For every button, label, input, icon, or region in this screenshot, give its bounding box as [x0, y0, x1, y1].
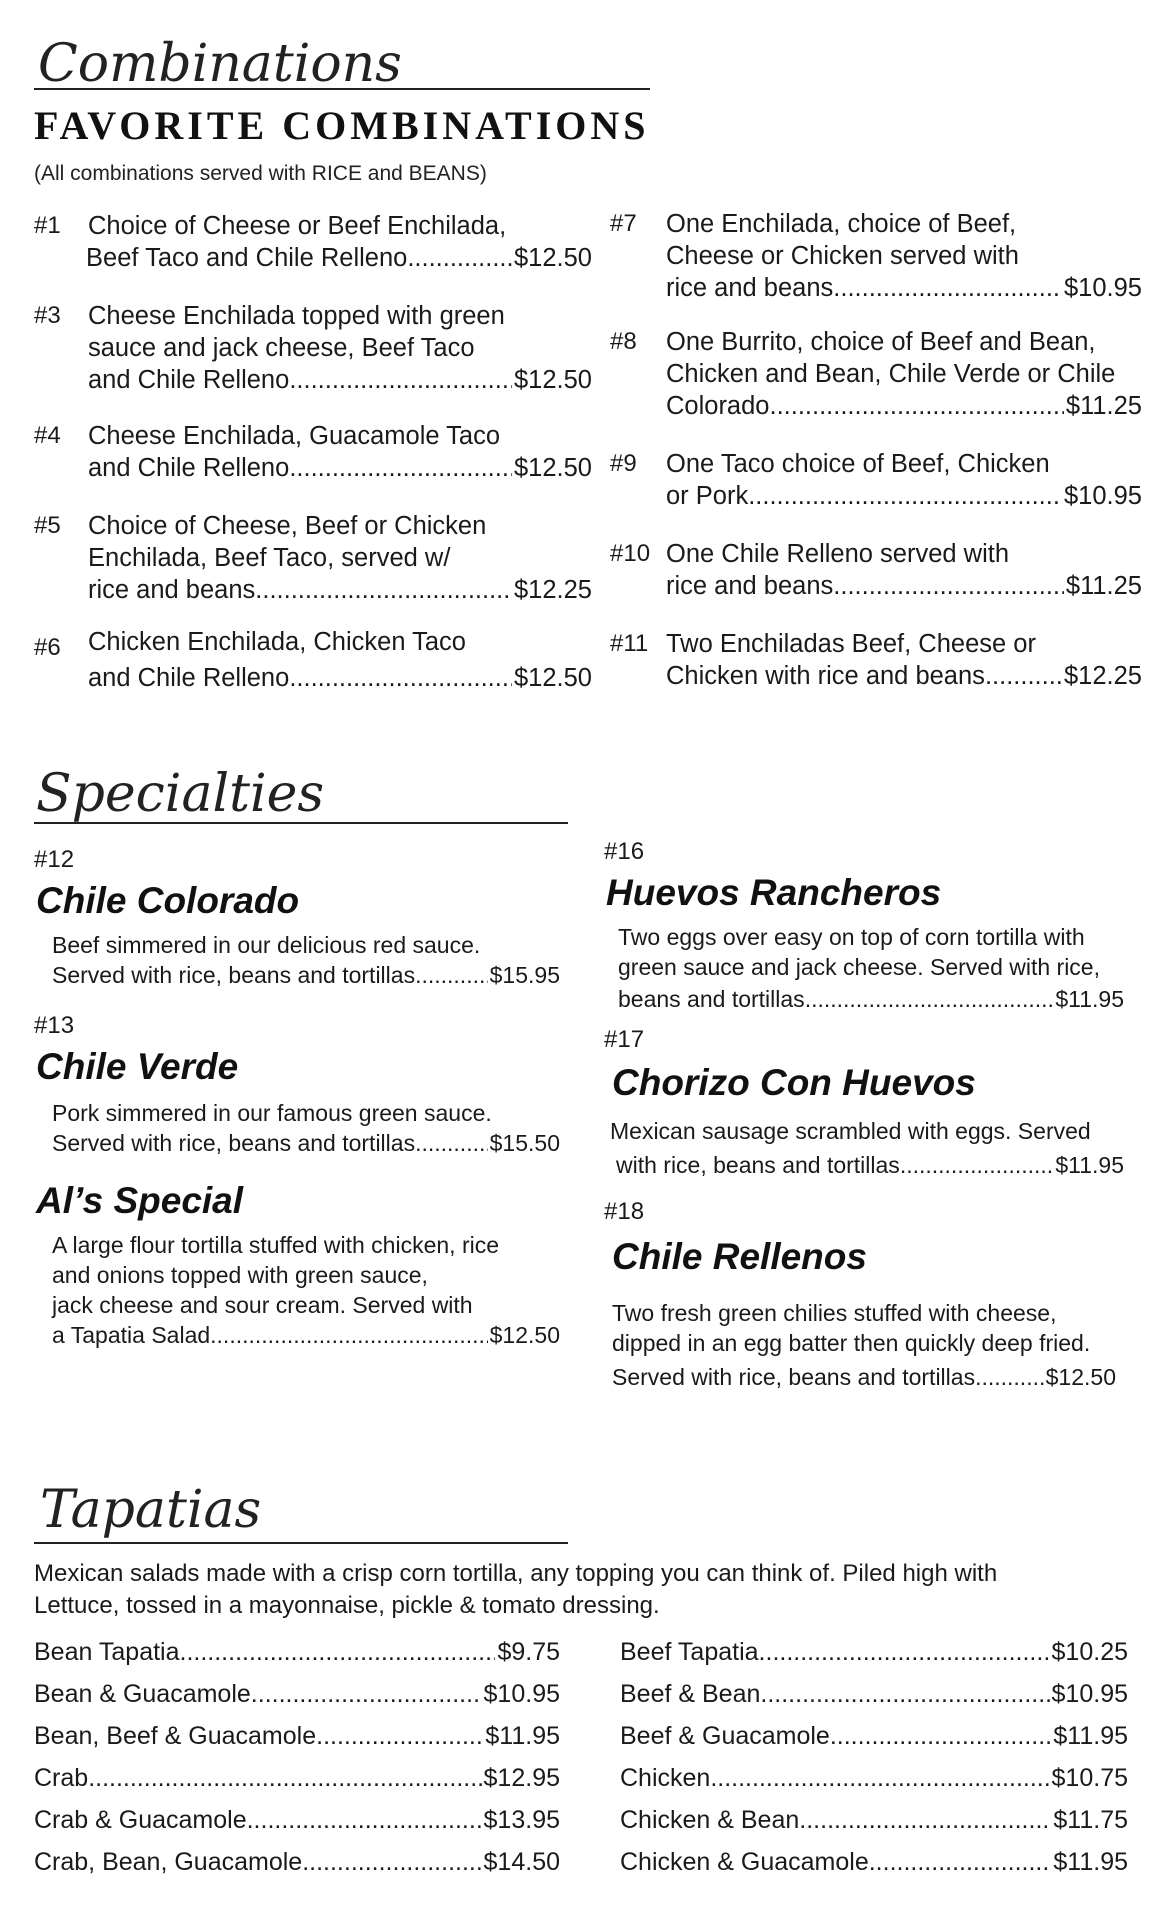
- combo-desc-line: Cheese or Chicken served with: [666, 242, 1019, 270]
- leader-dots: [407, 242, 512, 274]
- tapatia-price: $11.75: [1053, 1806, 1128, 1834]
- tapatia-item: [620, 1764, 1128, 1806]
- leader-dots: [833, 570, 1064, 602]
- tapatia-item: [620, 1848, 1128, 1890]
- leader-dots: [748, 480, 1062, 512]
- specialty-price: $11.95: [1055, 986, 1124, 1012]
- specialty-price: $11.95: [1055, 1152, 1124, 1178]
- leader-dots: [799, 1806, 1051, 1835]
- combo-desc-line: One Burrito, choice of Beef and Bean,: [666, 328, 1096, 356]
- tapatia-price: $10.95: [483, 1680, 560, 1708]
- tapatia-price: $11.95: [1053, 1722, 1128, 1750]
- specialty-name: Huevos Rancheros: [606, 872, 942, 913]
- tapatia-name: Crab & Guacamole: [34, 1806, 247, 1834]
- tapatia-price: $11.95: [485, 1722, 560, 1750]
- leader-dots: [247, 1806, 482, 1835]
- tapatia-name: Chicken: [620, 1764, 711, 1792]
- tapatia-item: [620, 1722, 1128, 1764]
- leader-dots: [769, 390, 1063, 422]
- combo-desc-line: or Pork: [666, 482, 749, 510]
- specialty-desc-line: a Tapatia Salad: [52, 1322, 211, 1348]
- specialty-description: [52, 1098, 560, 1158]
- specialty-name: Chile Verde: [36, 1046, 239, 1087]
- leader-dots: [759, 1638, 1050, 1667]
- combinations-title: Combinations: [38, 34, 402, 94]
- tapatia-item: [620, 1680, 1128, 1722]
- tapatias-description: [34, 1558, 1134, 1622]
- leader-dots: [975, 1362, 1044, 1392]
- specialties-divider: [34, 822, 568, 824]
- specialty-desc-line: dipped in an egg batter then quickly deep fried.: [612, 1330, 1091, 1356]
- tapatia-name: Bean, Beef & Guacamole: [34, 1722, 317, 1750]
- favorite-combinations-heading: FAVORITE COMBINATIONS: [34, 103, 650, 148]
- combo-desc-line: rice and beans: [666, 572, 834, 600]
- combo-price: $10.95: [1064, 274, 1142, 302]
- tapatias-list-right: [620, 1638, 1128, 1890]
- leader-dots: [985, 660, 1062, 692]
- tapatias-divider: [34, 1542, 568, 1544]
- combo-desc-line: rice and beans: [88, 576, 256, 604]
- combo-desc-line: Cheese Enchilada, Guacamole Taco: [88, 422, 501, 450]
- combo-number: #5: [34, 512, 61, 539]
- specialty-desc-line: beans and tortillas: [618, 986, 805, 1012]
- leader-dots: [869, 1848, 1052, 1877]
- combo-desc-line: Chicken and Bean, Chile Verde or Chile: [666, 360, 1116, 388]
- tapatia-name: Beef & Bean: [620, 1680, 761, 1708]
- leader-dots: [805, 984, 1054, 1014]
- leader-dots: [710, 1764, 1049, 1793]
- combo-desc-line: Cheese Enchilada topped with green: [88, 302, 505, 330]
- specialty-description: [52, 1230, 560, 1350]
- combo-number: #1: [34, 212, 61, 239]
- specialty-desc-line: Served with rice, beans and tortillas: [612, 1364, 976, 1390]
- tapatia-price: $13.95: [483, 1806, 560, 1834]
- combo-desc-line: rice and beans: [666, 274, 834, 302]
- specialty-price: $15.95: [489, 962, 560, 988]
- combo-price: $11.25: [1065, 572, 1142, 600]
- specialty-name: Chorizo Con Huevos: [612, 1062, 976, 1103]
- combo-desc-line: Colorado: [666, 392, 770, 420]
- leader-dots: [316, 1722, 483, 1751]
- specialty-desc-line: Served with rice, beans and tortillas: [52, 1130, 416, 1156]
- specialty-price: $15.50: [489, 1130, 560, 1156]
- leader-dots: [900, 1150, 1054, 1180]
- specialty-description: [612, 1298, 1124, 1392]
- specialty-desc-line: jack cheese and sour cream. Served with: [52, 1292, 473, 1318]
- tapatias-list-left: [34, 1638, 560, 1890]
- leader-dots: [760, 1680, 1049, 1709]
- leader-dots: [833, 272, 1062, 304]
- specialty-desc-line: A large flour tortilla stuffed with chicken, rice: [52, 1232, 500, 1258]
- combo-number: #8: [610, 328, 637, 355]
- leader-dots: [210, 1320, 487, 1350]
- combo-number: #10: [610, 540, 651, 567]
- specialty-desc-line: Mexican sausage scrambled with eggs. Served: [610, 1118, 1091, 1144]
- tapatia-item: [34, 1806, 560, 1848]
- tapatia-price: $11.95: [1053, 1848, 1128, 1876]
- combo-number: #4: [34, 422, 61, 449]
- combo-desc-line: One Chile Relleno served with: [666, 540, 1010, 568]
- specialty-desc-line: Beef simmered in our delicious red sauce.: [52, 932, 481, 958]
- combo-price: $12.25: [1064, 662, 1142, 690]
- combo-number: #7: [610, 210, 637, 237]
- combo-desc-line: and Chile Relleno: [88, 454, 290, 482]
- specialty-description: [618, 922, 1124, 1014]
- leader-dots: [289, 452, 512, 484]
- tapatia-name: Chicken & Guacamole: [620, 1848, 869, 1876]
- specialty-number: #12: [34, 846, 75, 873]
- combo-price: $10.95: [1064, 482, 1142, 510]
- specialty-number: #18: [604, 1198, 645, 1225]
- tapatia-price: $10.75: [1051, 1764, 1128, 1792]
- tapatia-item: [34, 1848, 560, 1890]
- specialty-desc-line: Served with rice, beans and tortillas: [52, 962, 416, 988]
- combinations-divider: [34, 88, 650, 90]
- combo-desc-line: Chicken Enchilada, Chicken Taco: [88, 628, 466, 656]
- leader-dots: [251, 1680, 482, 1709]
- tapatia-item: [34, 1722, 560, 1764]
- combo-price: $12.25: [514, 576, 592, 604]
- tapatias-desc-line: Lettuce, tossed in a mayonnaise, pickle & tomato dressing.: [34, 1592, 660, 1619]
- combo-desc-line: and Chile Relleno: [88, 664, 290, 692]
- specialty-description: [52, 930, 560, 990]
- leader-dots: [289, 364, 512, 396]
- tapatia-name: Bean Tapatia: [34, 1638, 180, 1666]
- combo-price: $12.50: [514, 244, 592, 272]
- specialty-desc-line: Two eggs over easy on top of corn tortilla with: [618, 924, 1085, 950]
- combo-desc-line: Beef Taco and Chile Relleno: [86, 244, 408, 272]
- combo-desc-line: Choice of Cheese, Beef or Chicken: [88, 512, 487, 540]
- specialties-title: Specialties: [36, 764, 325, 824]
- specialty-desc-line: green sauce and jack cheese. Served with rice,: [618, 954, 1100, 980]
- leader-dots: [289, 662, 512, 694]
- combo-number: #3: [34, 302, 61, 329]
- tapatia-name: Bean & Guacamole: [34, 1680, 251, 1708]
- tapatia-price: $10.25: [1051, 1638, 1128, 1666]
- tapatia-name: Beef Tapatia: [620, 1638, 759, 1666]
- leader-dots: [302, 1848, 481, 1877]
- leader-dots: [88, 1764, 481, 1793]
- tapatia-name: Chicken & Bean: [620, 1806, 800, 1834]
- specialty-desc-line: Two fresh green chilies stuffed with cheese,: [612, 1300, 1057, 1326]
- tapatia-price: $10.95: [1051, 1680, 1128, 1708]
- combo-number: #11: [610, 630, 649, 657]
- tapatias-desc-line: Mexican salads made with a crisp corn tortilla, any topping you can think of. Piled high with: [34, 1560, 998, 1587]
- combo-desc-line: One Enchilada, choice of Beef,: [666, 210, 1017, 238]
- combo-desc-line: Two Enchiladas Beef, Cheese or: [666, 630, 1036, 658]
- combo-price: $12.50: [514, 366, 592, 394]
- leader-dots: [415, 960, 488, 990]
- tapatias-title: Tapatias: [40, 1480, 262, 1540]
- combinations-note: (All combinations served with RICE and BEANS): [34, 162, 487, 185]
- combo-number: #9: [610, 450, 637, 477]
- tapatia-item: [34, 1680, 560, 1722]
- specialty-desc-line: and onions topped with green sauce,: [52, 1262, 428, 1288]
- tapatia-item: [620, 1638, 1128, 1680]
- tapatia-price: $9.75: [497, 1638, 560, 1666]
- tapatia-name: Crab: [34, 1764, 89, 1792]
- combo-price: $12.50: [514, 664, 592, 692]
- combo-price: $11.25: [1065, 392, 1142, 420]
- combo-desc-line: Enchilada, Beef Taco, served w/: [88, 544, 451, 572]
- specialty-number: #17: [604, 1026, 645, 1053]
- specialty-price: $12.50: [1045, 1364, 1116, 1390]
- leader-dots: [830, 1722, 1052, 1751]
- specialty-price: $12.50: [489, 1322, 560, 1348]
- specialty-name: Chile Colorado: [36, 880, 300, 921]
- specialty-name: Chile Rellenos: [612, 1236, 867, 1277]
- leader-dots: [415, 1128, 488, 1158]
- leader-dots: [180, 1638, 496, 1667]
- tapatia-item: [34, 1764, 560, 1806]
- combo-desc-line: One Taco choice of Beef, Chicken: [666, 450, 1050, 478]
- combo-desc-line: and Chile Relleno: [88, 366, 290, 394]
- combo-desc-line: Chicken with rice and beans: [666, 662, 985, 690]
- combo-desc-line: Choice of Cheese or Beef Enchilada,: [88, 212, 507, 240]
- combo-number: #6: [34, 634, 61, 661]
- combo-desc-line: sauce and jack cheese, Beef Taco: [88, 334, 475, 362]
- specialty-number: #16: [604, 838, 645, 865]
- tapatia-name: Beef & Guacamole: [620, 1722, 830, 1750]
- specialty-desc-line: with rice, beans and tortillas: [616, 1152, 900, 1178]
- tapatia-name: Crab, Bean, Guacamole: [34, 1848, 303, 1876]
- tapatia-item: [34, 1638, 560, 1680]
- specialty-number: #13: [34, 1012, 75, 1039]
- tapatia-price: $14.50: [483, 1848, 560, 1876]
- leader-dots: [255, 574, 512, 606]
- combo-price: $12.50: [514, 454, 592, 482]
- specialty-desc-line: Pork simmered in our famous green sauce.: [52, 1100, 492, 1126]
- specialty-name: Al’s Special: [36, 1180, 244, 1221]
- specialty-description: [610, 1116, 1124, 1180]
- tapatia-price: $12.95: [483, 1764, 560, 1792]
- tapatia-item: [620, 1806, 1128, 1848]
